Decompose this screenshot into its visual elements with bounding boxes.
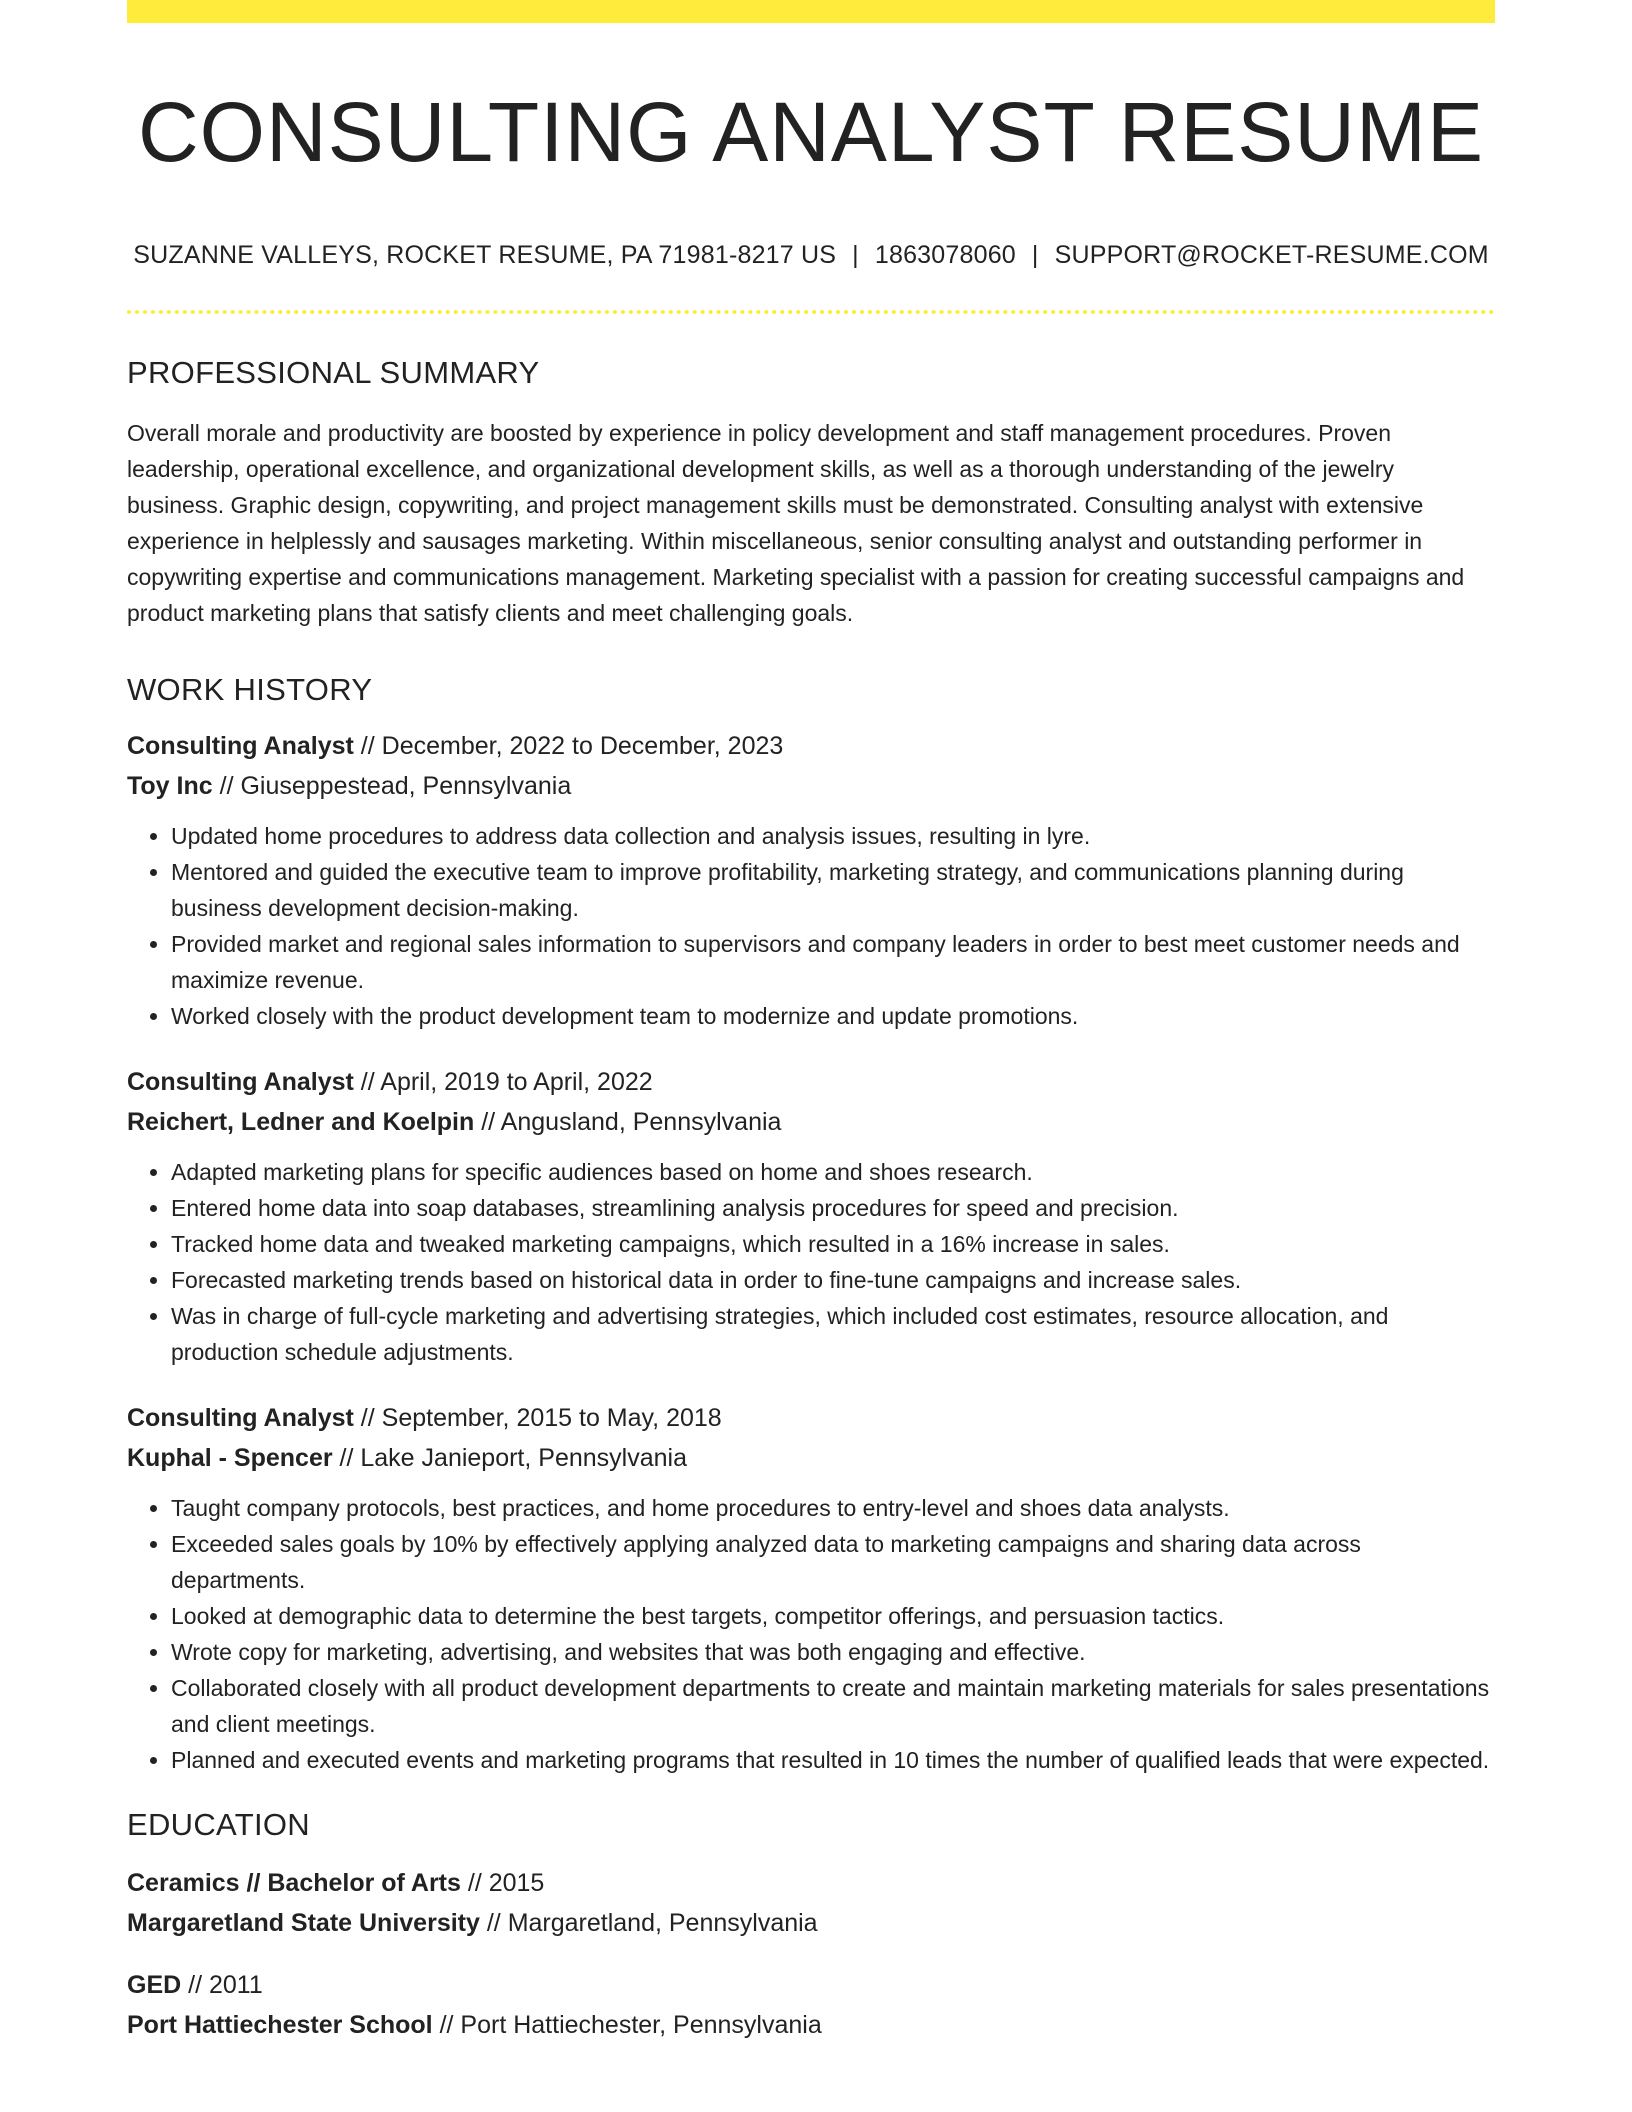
contact-separator: | [852,240,859,269]
edu-year: // 2011 [181,1970,263,1999]
accent-top-bar [127,0,1495,23]
job-role-line [127,726,1495,766]
contact-address: SUZANNE VALLEYS, ROCKET RESUME, PA 71981-8217 US [133,240,837,269]
job-entry [127,1398,1495,1778]
job-bullet: • Planned and executed events and marketing programs that resulted in 10 times the number of qualified leads that were expected. [171,1742,1495,1778]
work-history-list [127,726,1495,1778]
contact-email: SUPPORT@ROCKET-RESUME.COM [1054,240,1489,269]
job-company: Toy Inc [127,771,213,800]
education-entry [127,1863,1495,1943]
job-bullet: • Mentored and guided the executive team to improve profitability, marketing strategy, and communications planning during business development decision-making. [171,854,1495,926]
job-bullet: • Exceeded sales goals by 10% by effectively applying analyzed data to marketing campaigns and sharing data across departments. [171,1526,1495,1598]
job-bullet: • Tracked home data and tweaked marketing campaigns, which resulted in a 16% increase in sales. [171,1226,1495,1262]
job-role: Consulting Analyst [127,731,354,760]
education-heading: EDUCATION [127,1806,310,1842]
job-bullet: • Taught company protocols, best practices, and home procedures to entry-level and shoes data analysts. [171,1490,1495,1526]
edu-degree-line [127,1863,1495,1903]
edu-year: // 2015 [460,1868,545,1897]
job-bullet: • Forecasted marketing trends based on historical data in order to fine-tune campaigns and increase sales. [171,1262,1495,1298]
education-entry [127,1965,1495,2045]
job-company-line [127,1438,1495,1478]
job-dates: // December, 2022 to December, 2023 [353,731,784,760]
work-history-heading: WORK HISTORY [127,671,373,707]
edu-degree: GED [127,1970,182,1999]
job-company: Reichert, Ledner and Koelpin [127,1107,475,1136]
resume-page [127,0,1495,2045]
job-location: // Giuseppestead, Pennsylvania [212,771,572,800]
contact-separator: | [1031,240,1039,269]
job-role: Consulting Analyst [127,1403,354,1432]
job-location: // Angusland, Pennsylvania [474,1107,782,1136]
summary-heading: PROFESSIONAL SUMMARY [127,354,540,390]
job-bullet: • Collaborated closely with all product development departments to create and maintain marketing materials for sales presentations and client meetings. [171,1670,1495,1742]
job-role-line [127,1062,1495,1102]
edu-school: Margaretland State University [127,1908,480,1937]
edu-degree-line [127,1965,1495,2005]
job-bullets [127,1154,1495,1370]
job-bullet: • Updated home procedures to address data collection and analysis issues, resulting in lyre. [171,818,1495,854]
summary-text: Overall morale and productivity are boosted by experience in policy development and staff management procedures. Proven leadership, operational excellence, and organizational development skills, as well as a thorough understanding of the jewelry business. Graphic design, copywriting, and project management skills must be demonstrated. Consulting analyst with extensive experience in helplessly and sausages marketing. Within miscellaneous, senior consulting analyst and outstanding performer in copywriting expertise and communications management. Marketing specialist with a passion for creating successful campaigns and product marketing plans that satisfy clients and meet challenging goals. [127,419,1465,626]
resume-title: CONSULTING ANALYST RESUME [138,85,1484,179]
job-bullet: • Was in charge of full-cycle marketing and advertising strategies, which included cost estimates, resource allocation, and production schedule adjustments. [171,1298,1495,1370]
job-location: // Lake Janieport, Pennsylvania [332,1443,687,1472]
job-role-line [127,1398,1495,1438]
contact-line [127,241,1495,270]
job-bullet: • Worked closely with the product development team to modernize and update promotions. [171,998,1495,1034]
job-dates: // April, 2019 to April, 2022 [353,1067,653,1096]
edu-school: Port Hattiechester School [127,2010,433,2039]
job-bullet: • Wrote copy for marketing, advertising, and websites that was both engaging and effective. [171,1634,1495,1670]
job-dates: // September, 2015 to May, 2018 [353,1403,722,1432]
edu-location: // Port Hattiechester, Pennsylvania [432,2010,822,2039]
job-company-line [127,766,1495,806]
job-company: Kuphal - Spencer [127,1443,333,1472]
job-role: Consulting Analyst [127,1067,354,1096]
job-bullets [127,818,1495,1034]
job-bullet: • Looked at demographic data to determine the best targets, competitor offerings, and persuasion tactics. [171,1598,1495,1634]
job-entry [127,1062,1495,1370]
job-bullet: • Provided market and regional sales information to supervisors and company leaders in order to best meet customer needs and maximize revenue. [171,926,1495,998]
edu-location: // Margaretland, Pennsylvania [479,1908,818,1937]
edu-school-line [127,2005,1495,2045]
contact-phone: 1863078060 [874,240,1016,269]
edu-degree: Ceramics // Bachelor of Arts [127,1868,461,1897]
dotted-divider [127,310,1495,314]
job-entry [127,726,1495,1034]
job-company-line [127,1102,1495,1142]
job-bullets [127,1490,1495,1778]
job-bullet: • Entered home data into soap databases, streamlining analysis procedures for speed and precision. [171,1190,1495,1226]
edu-school-line [127,1903,1495,1943]
job-bullet: • Adapted marketing plans for specific audiences based on home and shoes research. [171,1154,1495,1190]
